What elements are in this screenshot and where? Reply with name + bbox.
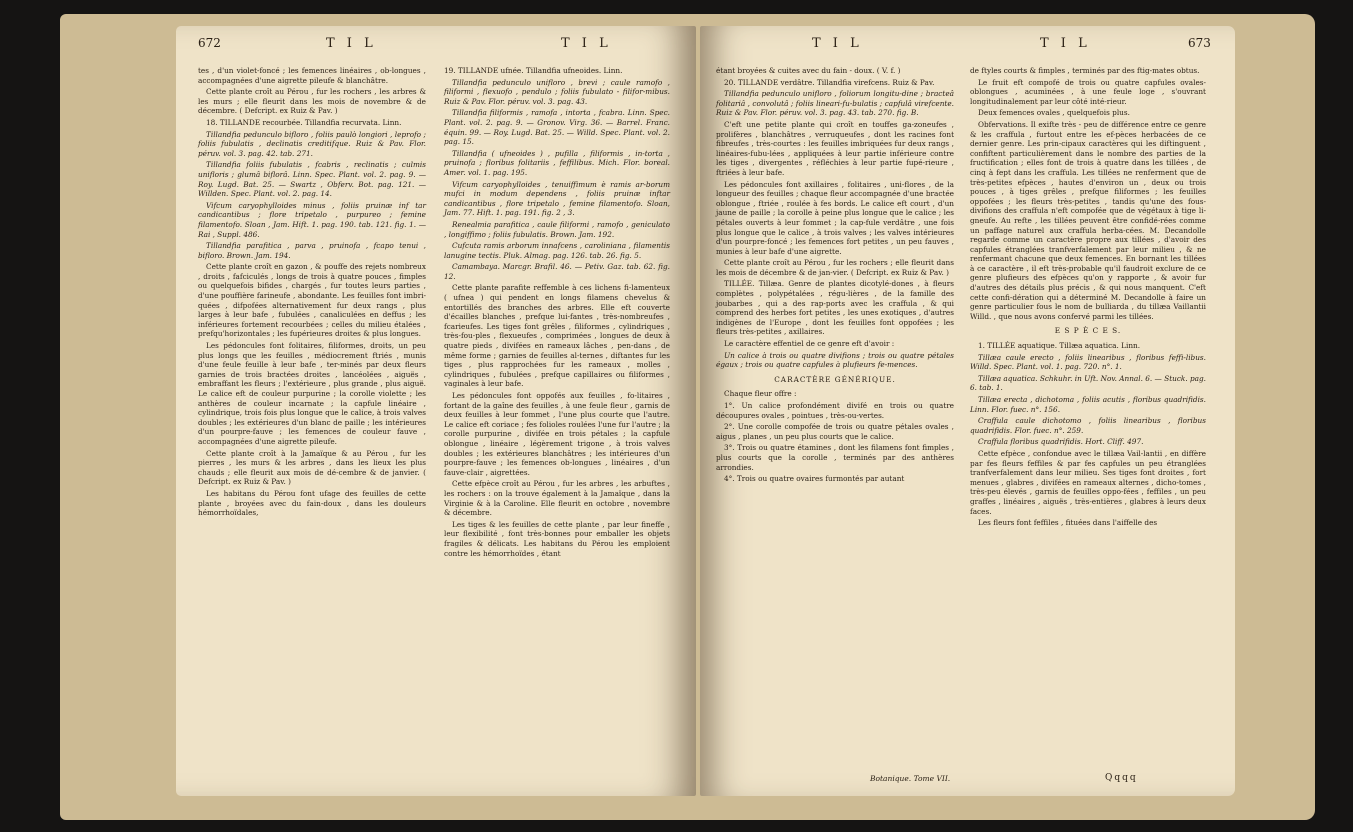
running-head-left: T I L	[326, 36, 377, 51]
paragraph: 19. TILLANDE ufnée. Tillandfia ufneoides. Linn.	[444, 66, 623, 75]
paragraph: Craffula floribus quadrifidis. Hort. Cliff. 497.	[978, 437, 1144, 447]
paragraph: tes , d'un violet-foncé ; les femences linéaires , ob-longues , accompagnées d'une aigrette pileufe & blanchâtre.	[198, 66, 426, 85]
running-head-left-col2: T I L	[561, 36, 612, 51]
paragraph: Cette plante croît en gazon , & pouffe des rejets nombreux , droits , fafciculés , longs de trois à quatre pouces , fimples ou quelquefois bifides , chargés , fur toutes leurs parties , d'une pouffière farineufe , abondante. Les feuilles font imbri-quées , difpofées alternativement fur deux rangs , plus larges à leur bafe , fubulées , canaliculées en deffus ; les inférieures fortement recourbées ; celles du milieu étalées , prefqu'horizontales ; les fupérieures droites & plus longues.	[198, 262, 426, 339]
paragraph: étant broyées & cuites avec du fain - doux. ( V. f. )	[716, 66, 901, 75]
paragraph: 1°. Un calice profondément divifé en trois ou quatre découpures ovales , pointues , très-ou-vertes.	[716, 401, 954, 420]
paragraph: 4°. Trois ou quatre ovaires furmontés par autant	[724, 474, 905, 484]
running-head-right-col1: T I L	[812, 36, 863, 51]
paragraph: Le caractère effentiel de ce genre eft d'avoir :	[724, 339, 895, 349]
left-column-1	[198, 66, 426, 520]
paragraph: Les habitans du Pérou font ufage des feuilles de cette plante , broyées avec du fain-doux , dans les douleurs hémorrhoïdales,	[198, 488, 426, 518]
paragraph: E S P È C E S.	[1054, 326, 1122, 336]
left-page	[176, 26, 696, 796]
paragraph: Renealmia parafitica , caule filiformi , ramofo , geniculato , longiffimo ; foliis fubulatis. Brown. Jam. 192.	[444, 219, 670, 239]
paragraph: Deux femences ovales , quelquefois plus.	[978, 108, 1130, 118]
page-number-left: 672	[198, 36, 221, 50]
paragraph: Obfervations. Il exifte très - peu de différence entre ce genre & les craffula , furtout entre les ef-pèces herbacées de ce dernier genre. Les prin-cipaux caractères qui les diftinguent , confiftent particulièrement dans le nombre des parties de la fructification ; elles font de trois à quatre dans les tillées , de cinq à fept dans les craffula. Les tillées ne renferment que de très-petites efpèces , hautes d'environ un , deux ou trois pouces , à tiges grêles , prefque filiformes ; les feuilles oppofées ; les fleurs très-petites , tandis qu'une des fous-divifions des craffula n'eft compofée que de végétaux à tige li-gneufe. Au refte , les tillées peuvent être confidé-rées comme un paffage naturel aux craffula herba-cées. M. Decandolle regarde comme un caractère propre aux tillées , d'avoir des capfules étranglées tranfverfalement par leur milieu , & ne renfermant chacune que deux femences. En bornant les tillées à ce caractère , il eft très-probable qu'il faudroit exclure de ce genre plufieurs des efpèces qu'on y rapporte , & avoir fur d'autres des détails plus précis , & qui nous manquent. C'eft cette confi-dération qui a déterminé M. Decandolle à faire un genre particulier fous le nom de bulliarda , du tillæa Vaillantii Willd. , que nous avons confervé parmi les tillées.	[970, 119, 1206, 321]
paragraph: Cette efpèce , confondue avec le tillæa Vail-lantii , en diffère par fes fleurs feffiles & par fes capfules un peu étranglées tranfverfalement dans leur milieu. Ses tiges font droites , fort menues , glabres , divifées en rameaux alternes , dicho-tomes , très-peu élevés , garnis de feuilles oppo-fées , feffiles , un peu graffes , linéaires , aiguës , très-entières , glabres à leurs deux faces.	[970, 448, 1206, 516]
volume-footer: Botanique. Tome VII.	[870, 774, 951, 783]
paragraph: Tillæa caule erecto , foliis linearibus , floribus feffi-libus. Willd. Spec. Plant. vol. 1. pag. 720. n°. 1.	[970, 352, 1206, 372]
paragraph: Les pédoncules font folitaires, filiformes, droits, un peu plus longs que les feuilles , médiocrement ftriés , munis d'une feule feuille à leur bafe , ter-minés par deux fleurs garnies de trois bractées droites , lancéolées , aiguës , embraffant les fleurs ; l'extérieure , plus grande , plus aiguë. Le calice eft de couleur purpurine ; la corolle violette ; les anthères de couleur incarnate ; la capfule linéaire , cylindrique, trois fois plus longue que le calice, à trois valves doubles ; les extérieures d'un blanc de paille ; les intérieures d'un pourpre-fauve ; les femences de couleur fauve , accompagnées d'une aigrette pileufe.	[198, 341, 426, 446]
paragraph: CARACTÈRE GÉNÉRIQUE.	[774, 374, 896, 384]
paragraph: 18. TILLANDE recourbée. Tillandfia recurvata. Linn.	[206, 117, 402, 127]
paragraph: 1. TILLÉE aquatique. Tillæa aquatica. Linn.	[978, 341, 1141, 351]
paragraph: 20. TILLANDE verdâtre. Tillandfia virefcens. Ruiz & Pav.	[724, 77, 935, 87]
paragraph: Les tiges & les feuilles de cette plante , par leur fineffe , leur flexibilité , font très-bonnes pour emballer les objets fragiles & délicats. Les habitans du Pérou les emploient contre les hémorrhoïdes , étant	[444, 519, 670, 558]
left-column-2	[444, 66, 670, 560]
paragraph: Tillandfia pedunculo unifloro , brevi ; caule ramofo , filiformi , flexuofo , pendulo ; foliis fubulato - filifor-mibus. Ruiz & Pav. Flor. péruv. vol. 3. pag. 43.	[444, 77, 670, 106]
paragraph: de ftyles courts & fimples , terminés par des ftig-mates obtus.	[970, 66, 1200, 75]
paragraph: Tillæa erecta , dichotoma , foliis acutis , floribus quadrifidis. Linn. Flor. fuec. n°. 156.	[970, 395, 1206, 414]
paragraph: Un calice à trois ou quatre divifions ; trois ou quatre pétales égaux ; trois ou quatre capfules à plufieurs fe-mences.	[716, 350, 954, 370]
paragraph: Vifcum caryophylloides , tenuiffimum è ramis ar-borum mufci in modum dependens , foliis pruinæ inftar candicantibus , flore tripetalo , femine filamentofo. Sloan, Jam. 77. Hift. 1. pag. 191. fig. 2 , 3.	[444, 179, 670, 218]
paragraph: 3°. Trois ou quatre étamines , dont les filamens font fimples , plus courts que la corolle , terminés par des anthères arrondies.	[716, 443, 954, 472]
paragraph: Tillæa aquatica. Schkuhr. in Uft. Nov. Annal. 6. — Stuck. pag. 6. tab. 1.	[970, 373, 1206, 393]
paragraph: Craffula caule dichotomo , foliis linearibus , floribus quadrifidis. Flor. fuec. n°. 259.	[970, 416, 1206, 435]
paragraph: Les fleurs font feffiles , fituées dans l'aiffelle des	[978, 518, 1158, 528]
right-column-1	[716, 66, 954, 486]
paragraph: 2°. Une corolle compofée de trois ou quatre pétales ovales , aigus , planes , un peu plus courts que le calice.	[716, 422, 954, 441]
page-number-right: 673	[1188, 36, 1211, 50]
paragraph: Cette plante croît au Pérou , fur les rochers ; elle fleurit dans les mois de décembre & de jan-vier. ( Defcript. ex Ruiz & Pav. )	[716, 258, 954, 277]
right-column-2	[970, 66, 1206, 530]
paragraph: Cufcuta ramis arborum innafcens , caroliniana , filamentis lanugine tectis. Pluk. Almag. pag. 126. tab. 26. fig. 5.	[444, 241, 670, 260]
paragraph: C'eft une petite plante qui croît en touffes ga-zoneufes , prolifères , blanchâtres , verruqueufes , dont les racines font fibreufes , très-courtes : les feuilles imbriquées fur deux rangs , linéaires-fubu-lées , appliquées à leur partie inférieure contre les tiges , divergentes , réfléchies à leur partie fupé-rieure , ftriées à leur bafe.	[716, 119, 954, 177]
paragraph: Camambaya. Marcgr. Brafil. 46. — Petiv. Gaz. tab. 62. fig. 12.	[444, 262, 670, 281]
running-head-right: T I L	[1040, 36, 1091, 51]
paragraph: Tillandfia ( ufneoides ) , pufilla , filiformis , in-torta , pruinofa ; floribus folitariis , feffilibus. Mich. Flor. boreal. Amer. vol. 1. pag. 195.	[444, 148, 670, 177]
paragraph: Tillandfia pedunculo unifloro , foliorum longitu-dine ; bracteâ folitariâ , convolutâ ; foliis lineari-fu-bulatis ; capfulâ virefcente. Ruiz & Pav. Flor. péruv. vol. 3. pag. 43. tab. 270. fig. B.	[716, 89, 954, 118]
signature-mark: Qqqq	[1105, 773, 1138, 783]
paragraph: Vifcum caryophylloides minus , foliis pruinæ inf tar candicantibus ; flore tripetalo , purpureo ; femine filamentofo. Sloan , Jam. Hift. 1. pag. 190. tab. 121. fig. 1. — Rai , Suppl. 486.	[198, 200, 426, 239]
paragraph: Cette plante parafite reffemble à ces lichens fi-lamenteux ( ufnea ) qui pendent en longs filamens chevelus & entortillés des branches des arbres. Elle eft couverte d'écailles blanches , prefque lui-fantes , très-nombreufes , fcarieufes. Les tiges font grêles , filiformes , cylindriques , très-fou-ples , flexueufes , comprimées , longues de deux à quatre pieds , divifées en rameaux lâches , pen-dans , de même forme ; garnies de feuilles al-ternes , diftantes fur les tiges , plus rapprochées fur les rameaux , molles , cylindriques , fubulées , prefque capillaires ou filiformes , vaginales à leur bafe.	[444, 283, 670, 389]
paragraph: Cette plante croît au Pérou , fur les rochers , les arbres & les murs ; elle fleurit dans les mois de novembre & de décembre. ( Defcript. ex Ruiz & Pav. )	[198, 87, 426, 116]
paragraph: Cette efpèce croît au Pérou , fur les arbres , les arbuftes , les rochers : on la trouve également à la Jamaïque , dans la Virginie & à la Caroline. Elle fleurit en octobre , novembre & décembre.	[444, 479, 670, 518]
paragraph: Cette plante croît à la Jamaïque & au Pérou , fur les pierres , les murs & les arbres , dans les lieux les plus chauds ; elle fleurit aux mois de dé-cembre & de janvier. ( Defcript. ex Ruiz & Pav. )	[198, 448, 426, 487]
paragraph: Tillandfia foliis fubulatis , fcabris , reclinatis ; culmis unifloris ; glumâ biflorâ. Linn. Spec. Plant. vol. 2. pag. 9. — Roy. Lugd. Bat. 25. — Swartz , Obferv. Bot. pag. 121. — Willden. Spec. Plant. vol. 2. pag. 14.	[198, 160, 426, 199]
paragraph: TILLÉE. Tillæa. Genre de plantes dicotylé-dones , à fleurs complètes , polypétalées , régu-lières , de la famille des joubarbes , qui a des rap-ports avec les craffula , & qui comprend des herbes fort petites , les unes exotiques , d'autres indigènes de l'Europe , dont les feuilles font oppofées ; les fleurs très-petites , axillaires.	[716, 279, 954, 337]
right-page	[700, 26, 1235, 796]
paragraph: Le fruit eft compofé de trois ou quatre capfules ovales-oblongues , acuminées , à une feule loge , s'ouvrant longitudinalement par leur côté inté-rieur.	[970, 77, 1206, 106]
paragraph: Tillandfia parafitica , parva , pruinofa , fcapo tenui , bifloro. Brown. Jam. 194.	[198, 241, 426, 260]
paragraph: Les pédoncules font oppofés aux feuilles , fo-litaires , fortant de la gaîne des feuilles , à une feule fleur , garnis de deux feuilles à leur fommet , l'une plus courte que l'autre. Le calice eft coriace ; fes folioles roulées l'une fur l'autre ; la corolle purpurine , divifée en trois pétales ; la capfule oblongue , linéaire , légèrement trigone , à trois valves doubles ; les extérieures blanchâtres ; les intérieures d'un pourpre-fauve ; les femences ob-longues , linéaires , d'un fauve-clair , aigrettées.	[444, 391, 670, 477]
paragraph: Chaque fleur offre :	[724, 389, 797, 399]
paragraph: Tillandfia filiformis , ramofa , intorta , fcabra. Linn. Spec. Plant. vol. 2. pag. 9. — Gronov. Virg. 36. — Barrel. Franc. équin. 99. — Roy. Lugd. Bat. 25. — Willd. Spec. Plant. vol. 2. pag. 15.	[444, 108, 670, 147]
paragraph: Les pédoncules font axillaires , folitaires , uni-flores , de la longueur des feuilles ; chaque fleur accompagnée d'une bractée oblongue , ftriée , roulée à fes bords. Le calice eft court , d'un jaune de paille ; la corolle à peine plus longue que le calice ; les pétales ouverts à leur fommet ; la cap-fule verdâtre , une fois plus longue que le calice , à trois valves ; les valves intérieures d'un pourpre-foncé ; les femences fort petites , un peu fauves , munies à leur bafe d'une aigrette.	[716, 179, 954, 256]
paragraph: Tillandfia pedunculo bifloro , foliis paulò longiori , leprofo ; foliis fubulatis , declinatis creditifque. Ruiz & Pav. Flor. péruv. vol. 3. pag. 42. tab. 271.	[198, 129, 426, 158]
